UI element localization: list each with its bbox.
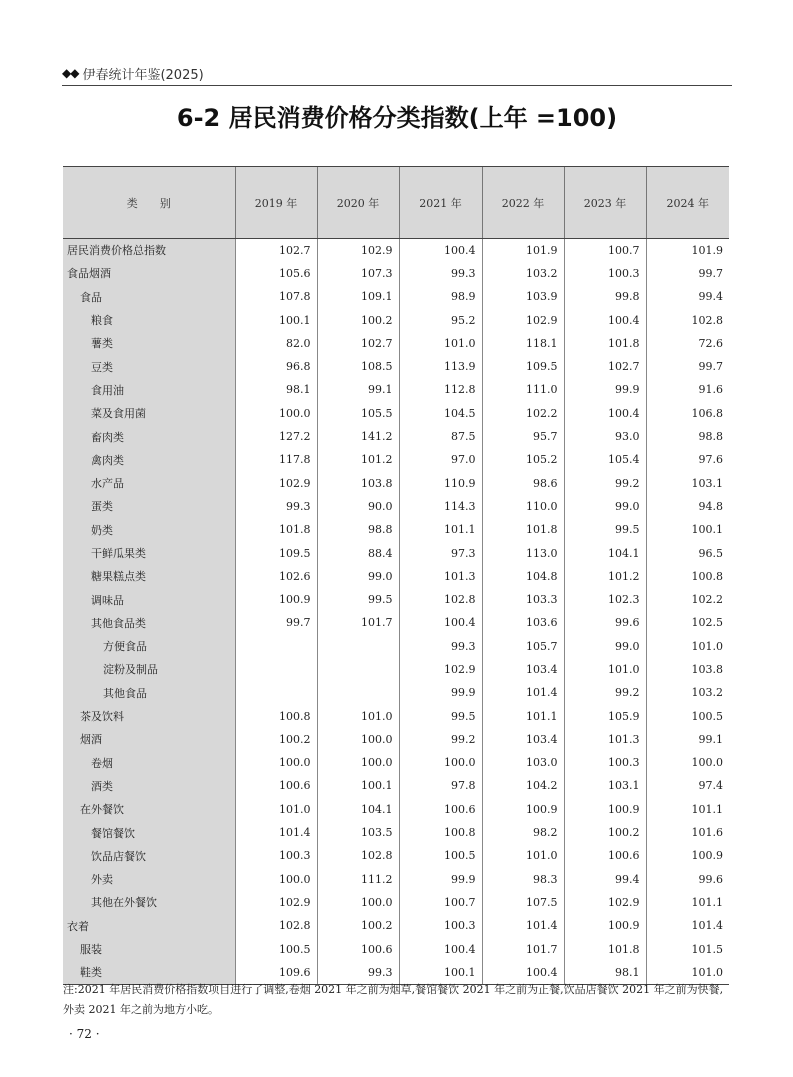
diamond-icon: ◆◆ — [62, 66, 79, 80]
table-row — [63, 751, 729, 774]
index-value-cell: 101.8 — [564, 937, 646, 960]
table-row — [63, 378, 729, 401]
index-value-cell: 99.7 — [646, 355, 729, 378]
index-value-cell — [235, 635, 317, 658]
index-value-cell: 99.3 — [399, 262, 482, 285]
index-value-cell: 102.8 — [235, 914, 317, 937]
table-row — [63, 332, 729, 355]
index-value-cell: 99.5 — [564, 518, 646, 541]
index-value-cell: 111.0 — [482, 378, 564, 401]
index-value-cell: 102.7 — [235, 239, 317, 262]
index-value-cell: 99.3 — [399, 635, 482, 658]
index-value-cell: 101.2 — [317, 448, 399, 471]
index-value-cell: 113.0 — [482, 541, 564, 564]
index-value-cell: 102.2 — [482, 402, 564, 425]
table-row — [63, 425, 729, 448]
index-value-cell: 100.0 — [646, 751, 729, 774]
index-value-cell: 101.4 — [482, 681, 564, 704]
index-value-cell: 110.9 — [399, 471, 482, 494]
row-category-label: 居民消费价格总指数 — [63, 239, 235, 262]
row-category-label: 淀粉及制品 — [63, 658, 235, 681]
row-category-label: 禽肉类 — [63, 448, 235, 471]
index-value-cell: 100.3 — [564, 751, 646, 774]
index-value-cell: 102.9 — [399, 658, 482, 681]
index-value-cell: 98.1 — [235, 378, 317, 401]
row-category-label: 茶及饮料 — [63, 704, 235, 727]
index-value-cell: 107.5 — [482, 891, 564, 914]
index-value-cell: 97.8 — [399, 774, 482, 797]
index-value-cell: 97.6 — [646, 448, 729, 471]
index-value-cell: 100.6 — [317, 937, 399, 960]
index-value-cell: 101.1 — [399, 518, 482, 541]
index-value-cell: 99.4 — [646, 285, 729, 308]
index-value-cell: 100.5 — [399, 844, 482, 867]
index-value-cell: 100.8 — [646, 565, 729, 588]
index-value-cell: 100.9 — [646, 844, 729, 867]
index-value-cell: 101.0 — [317, 704, 399, 727]
index-value-cell: 103.5 — [317, 821, 399, 844]
index-value-cell: 97.3 — [399, 541, 482, 564]
index-value-cell: 104.5 — [399, 402, 482, 425]
table-row — [63, 262, 729, 285]
index-value-cell: 100.5 — [235, 937, 317, 960]
table-row — [63, 681, 729, 704]
row-category-label: 菜及食用菌 — [63, 402, 235, 425]
index-value-cell: 98.1 — [564, 961, 646, 984]
index-value-cell: 102.9 — [235, 471, 317, 494]
row-category-label: 糖果糕点类 — [63, 565, 235, 588]
table-row — [63, 868, 729, 891]
index-value-cell: 101.0 — [399, 332, 482, 355]
index-value-cell: 100.9 — [564, 798, 646, 821]
index-value-cell: 99.2 — [564, 681, 646, 704]
index-value-cell: 102.3 — [564, 588, 646, 611]
index-value-cell: 118.1 — [482, 332, 564, 355]
index-value-cell: 102.6 — [235, 565, 317, 588]
index-value-cell: 100.7 — [399, 891, 482, 914]
index-value-cell: 99.0 — [564, 635, 646, 658]
row-category-label: 外卖 — [63, 868, 235, 891]
index-value-cell: 99.1 — [317, 378, 399, 401]
index-value-cell: 112.8 — [399, 378, 482, 401]
index-value-cell: 100.4 — [564, 308, 646, 331]
index-value-cell: 100.8 — [399, 821, 482, 844]
row-category-label: 方便食品 — [63, 635, 235, 658]
index-value-cell: 109.6 — [235, 961, 317, 984]
table-title: 6-2 居民消费价格分类指数(上年 =100) — [176, 104, 618, 132]
index-value-cell: 99.9 — [564, 378, 646, 401]
index-value-cell: 93.0 — [564, 425, 646, 448]
row-category-label: 食品 — [63, 285, 235, 308]
table-row — [63, 565, 729, 588]
index-value-cell: 101.8 — [235, 518, 317, 541]
index-value-cell: 102.2 — [646, 588, 729, 611]
table-body — [63, 239, 729, 985]
book-title: 伊春统计年鉴(2025) — [82, 67, 204, 83]
index-value-cell: 100.2 — [317, 308, 399, 331]
index-value-cell: 103.1 — [646, 471, 729, 494]
row-category-label: 烟酒 — [63, 728, 235, 751]
row-category-label: 畜肉类 — [63, 425, 235, 448]
index-value-cell: 101.8 — [482, 518, 564, 541]
index-value-cell: 104.2 — [482, 774, 564, 797]
price-index-table — [63, 166, 729, 985]
index-value-cell: 103.2 — [646, 681, 729, 704]
index-value-cell: 105.9 — [564, 704, 646, 727]
running-header — [62, 62, 204, 84]
table-row — [63, 821, 729, 844]
table-row — [63, 402, 729, 425]
index-value-cell — [317, 635, 399, 658]
index-value-cell: 103.2 — [482, 262, 564, 285]
row-category-label: 酒类 — [63, 774, 235, 797]
table-row — [63, 495, 729, 518]
index-value-cell: 98.6 — [482, 471, 564, 494]
index-value-cell: 102.9 — [317, 239, 399, 262]
table-row — [63, 728, 729, 751]
year-header: 2021 年 — [399, 167, 482, 239]
row-category-label: 奶类 — [63, 518, 235, 541]
index-value-cell: 101.1 — [482, 704, 564, 727]
index-value-cell: 101.7 — [482, 937, 564, 960]
row-category-label: 薯类 — [63, 332, 235, 355]
index-value-cell: 101.8 — [564, 332, 646, 355]
index-value-cell: 98.8 — [646, 425, 729, 448]
index-value-cell: 107.3 — [317, 262, 399, 285]
index-value-cell: 101.1 — [646, 798, 729, 821]
index-value-cell: 97.0 — [399, 448, 482, 471]
index-value-cell: 103.8 — [646, 658, 729, 681]
row-category-label: 其他在外餐饮 — [63, 891, 235, 914]
table-header-row — [63, 167, 729, 239]
page-number: · 72 · — [69, 1027, 100, 1041]
index-value-cell: 102.7 — [317, 332, 399, 355]
index-value-cell: 103.6 — [482, 611, 564, 634]
index-value-cell: 99.0 — [564, 495, 646, 518]
index-value-cell: 100.7 — [564, 239, 646, 262]
index-value-cell: 94.8 — [646, 495, 729, 518]
index-value-cell: 102.9 — [482, 308, 564, 331]
index-value-cell: 103.8 — [317, 471, 399, 494]
row-category-label: 其他食品类 — [63, 611, 235, 634]
row-category-label: 豆类 — [63, 355, 235, 378]
index-value-cell: 101.9 — [646, 239, 729, 262]
index-value-cell: 82.0 — [235, 332, 317, 355]
index-value-cell: 100.0 — [399, 751, 482, 774]
index-value-cell: 100.4 — [399, 611, 482, 634]
index-value-cell: 90.0 — [317, 495, 399, 518]
index-value-cell — [317, 681, 399, 704]
index-value-cell: 99.4 — [564, 868, 646, 891]
index-value-cell: 99.3 — [317, 961, 399, 984]
index-value-cell: 100.2 — [317, 914, 399, 937]
table-row — [63, 611, 729, 634]
index-value-cell: 103.4 — [482, 728, 564, 751]
index-value-cell: 101.0 — [646, 635, 729, 658]
index-value-cell: 127.2 — [235, 425, 317, 448]
year-header: 2019 年 — [235, 167, 317, 239]
index-value-cell: 99.7 — [235, 611, 317, 634]
index-value-cell: 105.7 — [482, 635, 564, 658]
index-value-cell: 100.0 — [235, 868, 317, 891]
row-category-label: 饮品店餐饮 — [63, 844, 235, 867]
row-category-label: 在外餐饮 — [63, 798, 235, 821]
index-value-cell — [317, 658, 399, 681]
index-value-cell: 100.0 — [235, 751, 317, 774]
year-header: 2020 年 — [317, 167, 399, 239]
index-value-cell: 103.1 — [564, 774, 646, 797]
index-value-cell: 88.4 — [317, 541, 399, 564]
index-value-cell: 100.6 — [235, 774, 317, 797]
row-category-label: 食品烟酒 — [63, 262, 235, 285]
index-value-cell: 87.5 — [399, 425, 482, 448]
index-value-cell: 100.1 — [317, 774, 399, 797]
index-value-cell: 100.4 — [399, 937, 482, 960]
table-row — [63, 798, 729, 821]
index-value-cell: 99.7 — [646, 262, 729, 285]
index-value-cell: 101.6 — [646, 821, 729, 844]
index-value-cell: 99.2 — [564, 471, 646, 494]
index-value-cell: 105.6 — [235, 262, 317, 285]
table-row — [63, 239, 729, 262]
row-category-label: 鞋类 — [63, 961, 235, 984]
index-value-cell: 100.2 — [564, 821, 646, 844]
index-value-cell: 97.4 — [646, 774, 729, 797]
index-value-cell: 101.0 — [646, 961, 729, 984]
table-row — [63, 541, 729, 564]
index-value-cell: 100.6 — [399, 798, 482, 821]
index-value-cell: 102.5 — [646, 611, 729, 634]
index-value-cell: 102.8 — [399, 588, 482, 611]
row-category-label: 其他食品 — [63, 681, 235, 704]
index-value-cell: 113.9 — [399, 355, 482, 378]
index-value-cell: 117.8 — [235, 448, 317, 471]
index-value-cell: 99.6 — [564, 611, 646, 634]
index-value-cell: 100.1 — [399, 961, 482, 984]
table-row — [63, 308, 729, 331]
index-value-cell: 100.5 — [646, 704, 729, 727]
index-value-cell: 100.8 — [235, 704, 317, 727]
index-value-cell: 101.2 — [564, 565, 646, 588]
index-value-cell: 99.5 — [399, 704, 482, 727]
index-value-cell: 101.3 — [564, 728, 646, 751]
index-value-cell: 114.3 — [399, 495, 482, 518]
table-row — [63, 635, 729, 658]
table-row — [63, 471, 729, 494]
index-value-cell: 100.1 — [646, 518, 729, 541]
year-header: 2022 年 — [482, 167, 564, 239]
row-category-label: 卷烟 — [63, 751, 235, 774]
row-category-label: 干鲜瓜果类 — [63, 541, 235, 564]
index-value-cell: 99.2 — [399, 728, 482, 751]
index-value-cell: 99.3 — [235, 495, 317, 518]
index-value-cell: 141.2 — [317, 425, 399, 448]
index-value-cell: 100.0 — [317, 751, 399, 774]
table-row — [63, 844, 729, 867]
row-category-label: 粮食 — [63, 308, 235, 331]
table-row — [63, 937, 729, 960]
index-value-cell: 103.3 — [482, 588, 564, 611]
index-value-cell: 101.5 — [646, 937, 729, 960]
index-value-cell: 100.4 — [564, 402, 646, 425]
index-value-cell: 96.8 — [235, 355, 317, 378]
index-value-cell: 110.0 — [482, 495, 564, 518]
index-value-cell: 102.9 — [564, 891, 646, 914]
index-value-cell: 100.3 — [399, 914, 482, 937]
index-value-cell: 108.5 — [317, 355, 399, 378]
index-value-cell: 101.4 — [646, 914, 729, 937]
index-value-cell: 100.9 — [564, 914, 646, 937]
year-header: 2024 年 — [646, 167, 729, 239]
index-value-cell: 98.9 — [399, 285, 482, 308]
index-value-cell: 102.8 — [317, 844, 399, 867]
index-value-cell: 105.2 — [482, 448, 564, 471]
index-value-cell: 102.7 — [564, 355, 646, 378]
row-category-label: 食用油 — [63, 378, 235, 401]
index-value-cell: 101.4 — [235, 821, 317, 844]
index-value-cell: 101.0 — [235, 798, 317, 821]
index-value-cell: 99.6 — [646, 868, 729, 891]
index-value-cell: 103.9 — [482, 285, 564, 308]
index-value-cell — [235, 681, 317, 704]
index-value-cell: 101.3 — [399, 565, 482, 588]
index-value-cell: 105.5 — [317, 402, 399, 425]
table-row — [63, 448, 729, 471]
index-value-cell: 100.4 — [482, 961, 564, 984]
row-category-label: 服装 — [63, 937, 235, 960]
index-value-cell: 99.0 — [317, 565, 399, 588]
index-value-cell: 99.9 — [399, 868, 482, 891]
index-value-cell: 109.5 — [482, 355, 564, 378]
index-value-cell: 100.3 — [235, 844, 317, 867]
index-value-cell: 98.8 — [317, 518, 399, 541]
index-value-cell: 98.3 — [482, 868, 564, 891]
index-value-cell: 100.3 — [564, 262, 646, 285]
index-value-cell: 100.9 — [235, 588, 317, 611]
index-value-cell: 100.9 — [482, 798, 564, 821]
row-category-label: 水产品 — [63, 471, 235, 494]
footnote: 注:2021 年居民消费价格指数项目进行了调整,卷烟 2021 年之前为烟草,餐馆餐饮 2021 年之前为正餐,饮品店餐饮 2021 年之前为快餐,外卖 2021 年之前为地方小吃。 — [63, 983, 724, 1016]
index-value-cell: 100.4 — [399, 239, 482, 262]
index-value-cell: 99.9 — [399, 681, 482, 704]
table-row — [63, 891, 729, 914]
table-row — [63, 658, 729, 681]
index-value-cell: 99.8 — [564, 285, 646, 308]
index-value-cell — [235, 658, 317, 681]
index-value-cell: 101.0 — [482, 844, 564, 867]
index-value-cell: 72.6 — [646, 332, 729, 355]
index-value-cell: 104.1 — [317, 798, 399, 821]
index-value-cell: 100.0 — [317, 891, 399, 914]
index-value-cell: 95.7 — [482, 425, 564, 448]
table-row — [63, 914, 729, 937]
table-row — [63, 588, 729, 611]
index-value-cell: 101.0 — [564, 658, 646, 681]
index-value-cell: 100.1 — [235, 308, 317, 331]
index-value-cell: 105.4 — [564, 448, 646, 471]
header-rule — [62, 85, 732, 86]
index-value-cell: 100.6 — [564, 844, 646, 867]
row-category-label: 调味品 — [63, 588, 235, 611]
index-value-cell: 99.5 — [317, 588, 399, 611]
index-value-cell: 100.2 — [235, 728, 317, 751]
table-row — [63, 355, 729, 378]
index-value-cell: 98.2 — [482, 821, 564, 844]
index-value-cell: 109.5 — [235, 541, 317, 564]
table-row — [63, 518, 729, 541]
table-row — [63, 285, 729, 308]
index-value-cell: 100.0 — [235, 402, 317, 425]
index-value-cell: 102.8 — [646, 308, 729, 331]
index-value-cell: 101.4 — [482, 914, 564, 937]
index-value-cell: 95.2 — [399, 308, 482, 331]
category-header: 类 别 — [63, 167, 235, 239]
index-value-cell: 104.8 — [482, 565, 564, 588]
index-value-cell: 106.8 — [646, 402, 729, 425]
index-value-cell: 101.7 — [317, 611, 399, 634]
index-value-cell: 103.4 — [482, 658, 564, 681]
row-category-label: 衣着 — [63, 914, 235, 937]
index-value-cell: 109.1 — [317, 285, 399, 308]
index-value-cell: 107.8 — [235, 285, 317, 308]
year-header: 2023 年 — [564, 167, 646, 239]
index-value-cell: 99.1 — [646, 728, 729, 751]
index-value-cell: 101.9 — [482, 239, 564, 262]
index-value-cell: 101.1 — [646, 891, 729, 914]
row-category-label: 餐馆餐饮 — [63, 821, 235, 844]
index-value-cell: 96.5 — [646, 541, 729, 564]
index-value-cell: 91.6 — [646, 378, 729, 401]
index-value-cell: 102.9 — [235, 891, 317, 914]
index-value-cell: 103.0 — [482, 751, 564, 774]
row-category-label: 蛋类 — [63, 495, 235, 518]
index-value-cell: 104.1 — [564, 541, 646, 564]
index-value-cell: 111.2 — [317, 868, 399, 891]
table-row — [63, 704, 729, 727]
index-value-cell: 100.0 — [317, 728, 399, 751]
table-row — [63, 774, 729, 797]
